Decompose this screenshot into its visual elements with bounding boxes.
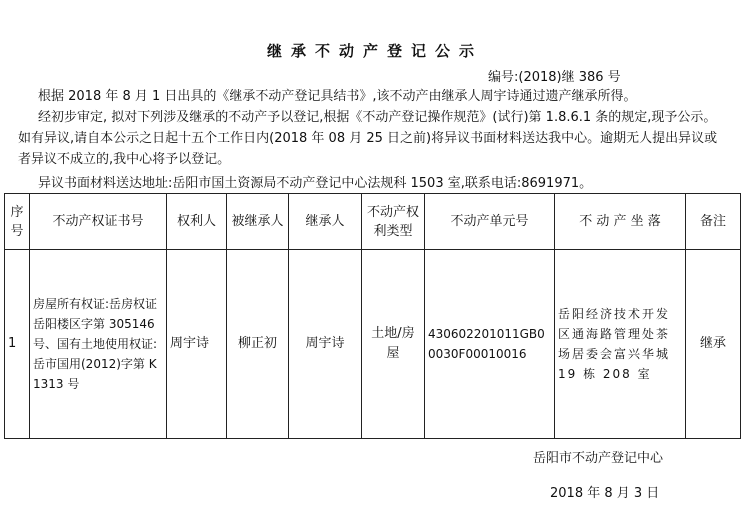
table-row bbox=[5, 250, 741, 439]
cell-heir: 周宇诗 bbox=[289, 250, 362, 439]
table-header-row bbox=[5, 194, 741, 250]
registration-table bbox=[4, 193, 741, 439]
cell-right-type: 土地/房屋 bbox=[362, 250, 425, 439]
cell-right-holder: 周宇诗 bbox=[167, 250, 227, 439]
issue-date: 2018 年 8 月 3 日 bbox=[550, 486, 660, 501]
header-decedent: 被继承人 bbox=[227, 194, 289, 250]
header-heir: 继承人 bbox=[289, 194, 362, 250]
cell-seq: 1 bbox=[5, 250, 30, 439]
paragraph-basis: 根据 2018 年 8 月 1 日出具的《继承不动产登记具结书》,该不动产由继承人周宇诗通过遗产继承所得。 bbox=[38, 89, 637, 104]
paragraph-address: 异议书面材料送达地址:岳阳市国土资源局不动产登记中心法规科 1503 室,联系电话:8691971。 bbox=[38, 176, 593, 191]
cell-unit-no: 430602201011GB00030F00010016 bbox=[425, 250, 555, 439]
cell-decedent: 柳正初 bbox=[227, 250, 289, 439]
paragraph-review: 经初步审定, 拟对下列涉及继承的不动产予以登记,根据《不动产登记操作规范》(试行)第 1.8.6.1 条的规定,现予公示。如有异议,请自本公示之日起十五个工作日内(2018 年 08 月 25 日之前)将异议书面材料送达我中心。逾期无人提出异议或者异议不成立的,我中心将予以登记。 bbox=[18, 110, 718, 167]
issuing-organization: 岳阳市不动产登记中心 bbox=[533, 451, 664, 466]
header-unit-no: 不动产单元号 bbox=[425, 194, 555, 250]
header-remark: 备注 bbox=[686, 194, 741, 250]
cell-location: 岳阳经济技术开发区通海路管理处茶场居委会富兴华城 19 栋 208 室 bbox=[555, 250, 686, 439]
header-seq: 序号 bbox=[5, 194, 30, 250]
header-location: 不 动 产 坐 落 bbox=[555, 194, 686, 250]
cell-cert-no: 房屋所有权证:岳房权证岳阳楼区字第 305146 号、国有土地使用权证:岳市国用(2012)字第 K1313 号 bbox=[30, 250, 167, 439]
cell-remark: 继承 bbox=[686, 250, 741, 439]
document-number: 编号:(2018)继 386 号 bbox=[488, 70, 621, 85]
header-right-holder: 权利人 bbox=[167, 194, 227, 250]
notice-title: 继承不动产登记公示 bbox=[266, 42, 483, 60]
header-cert-no: 不动产权证书号 bbox=[30, 194, 167, 250]
header-right-type: 不动产权利类型 bbox=[362, 194, 425, 250]
